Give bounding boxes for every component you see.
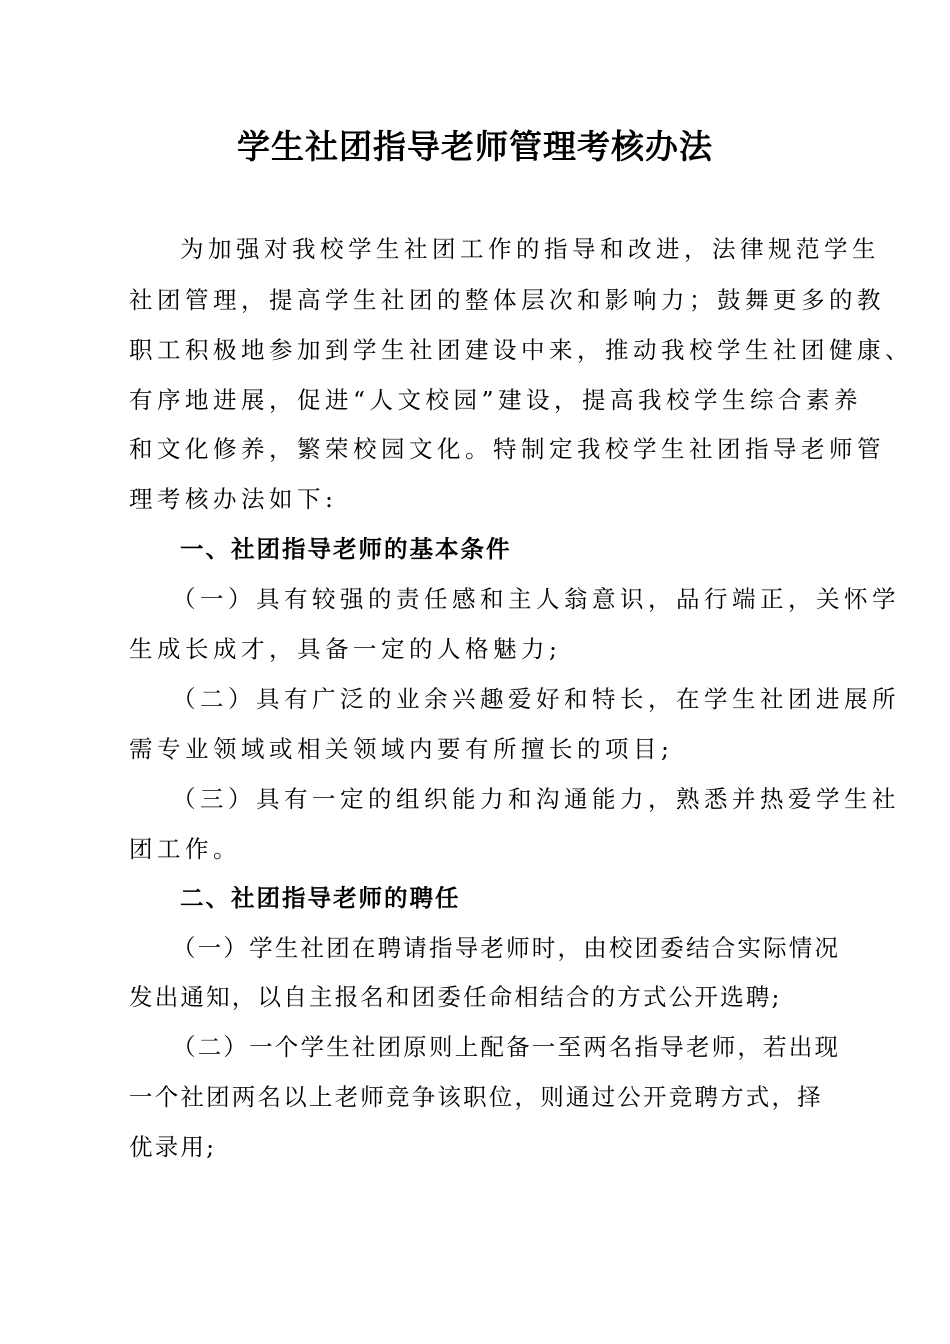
section1-item2-line2: 需专业领域或相关领域内要有所擅长的项目;	[129, 735, 674, 763]
intro-line-6: 理考核办法如下:	[129, 485, 338, 513]
section2-item2-line2: 一个社团两名以上老师竞争该职位，则通过公开竞聘方式，择	[129, 1083, 823, 1111]
section2-item1-line2: 发出通知，以自主报名和团委任命相结合的方式公开选聘;	[129, 983, 782, 1011]
intro-line-1: 为加强对我校学生社团工作的指导和改进，法律规范学生	[180, 235, 880, 263]
section-heading-1: 一、社团指导老师的基本条件	[180, 535, 512, 563]
section2-item1-line1: （一）学生社团在聘请指导老师时，由校团委结合实际情况	[172, 934, 841, 962]
intro-line-3: 职工积极地参加到学生社团建设中来，推动我校学生社团健康、	[129, 336, 913, 364]
section1-item1-line2: 生成长成才，具备一定的人格魅力;	[129, 635, 562, 663]
section1-item2-line1: （二）具有广泛的业余兴趣爱好和特长，在学生社团进展所	[172, 685, 900, 713]
section1-item3-line2: 团工作。	[129, 835, 241, 863]
section2-item2-line1: （二）一个学生社团原则上配备一至两名指导老师，若出现	[172, 1033, 841, 1061]
document-title: 学生社团指导老师管理考核办法	[237, 127, 713, 166]
intro-line-5: 和文化修养，繁荣校园文化。特制定我校学生社团指导老师管	[129, 435, 885, 463]
section1-item3-line1: （三）具有一定的组织能力和沟通能力，熟悉并热爱学生社	[172, 785, 900, 813]
section1-item1-line1: （一）具有较强的责任感和主人翁意识，品行端正，关怀学	[172, 585, 900, 613]
intro-line-4: 有序地进展，促进“人文校园”建设，提高我校学生综合素养	[129, 386, 863, 414]
section2-item2-line3: 优录用;	[129, 1133, 217, 1161]
intro-line-2: 社团管理，提高学生社团的整体层次和影响力；鼓舞更多的教	[129, 286, 885, 314]
section-heading-2: 二、社团指导老师的聘任	[180, 884, 461, 912]
